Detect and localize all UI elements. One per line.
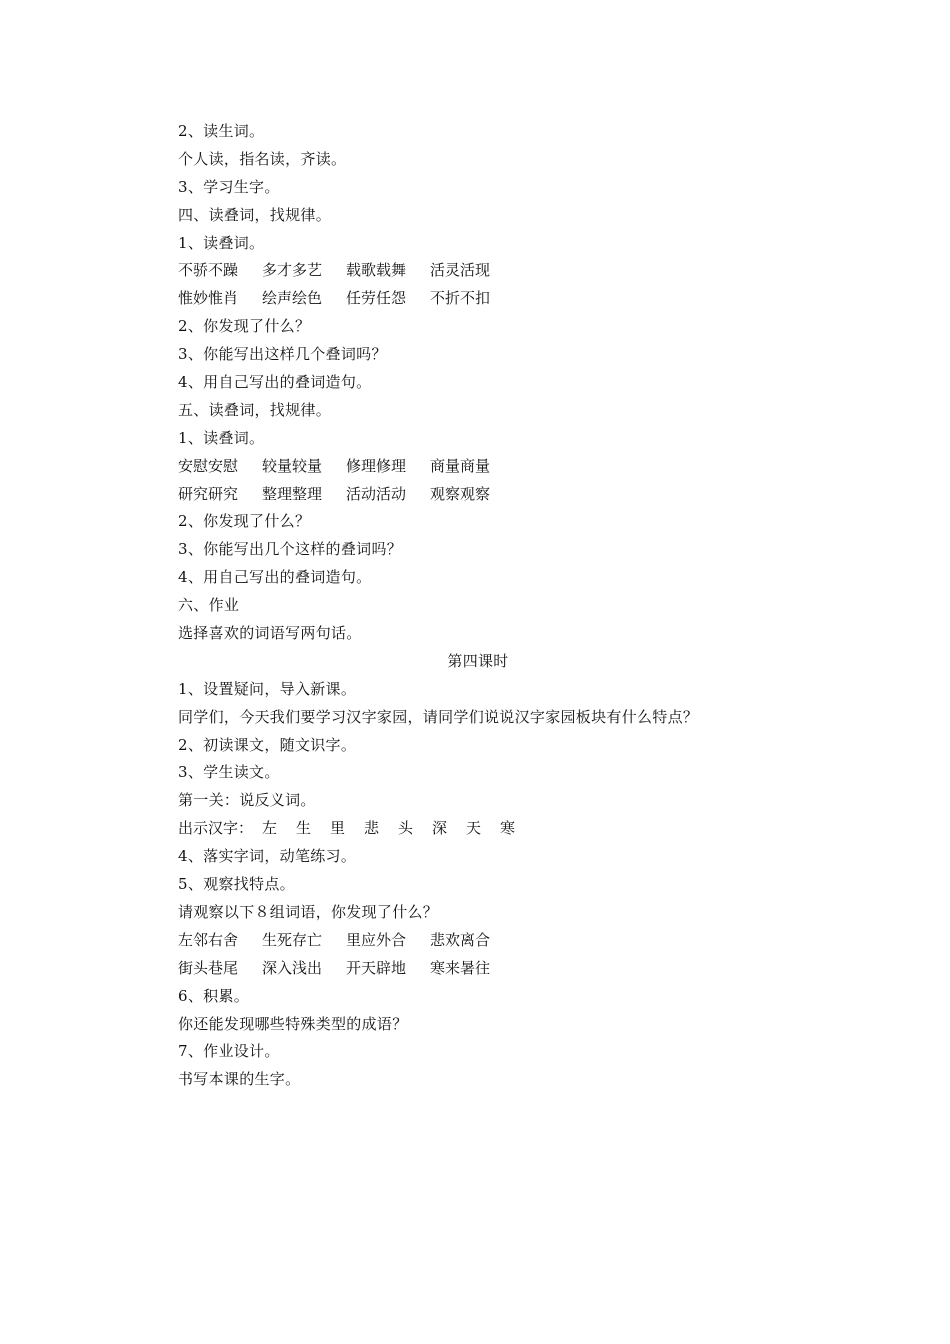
word: 任劳任怨 [346,289,407,308]
section-heading: 五、读叠词，找规律。 [178,400,332,419]
antonym-char: 寒 [500,819,516,838]
word: 惟妙惟肖 [178,289,239,308]
word: 悲欢离合 [430,930,491,949]
text-line: 3、你能写出这样几个叠词吗？ [178,345,387,364]
word: 修理修理 [346,456,407,475]
lesson-plan-text [178,118,778,1094]
word: 绘声绘色 [262,289,323,308]
word: 商量商量 [430,456,491,475]
text-line: 同学们，今天我们要学习汉字家园，请同学们说说汉字家园板块有什么特点？ [178,707,699,726]
word: 生死存亡 [262,930,323,949]
word: 活灵活现 [430,261,491,280]
lesson-title: 第四课时 [447,651,509,670]
text-line: 书写本课的生字。 [178,1070,301,1089]
section-heading: 四、读叠词，找规律。 [178,205,332,224]
word-row [178,955,778,983]
word: 整理整理 [262,484,323,503]
text-line: 4、用自己写出的叠词造句。 [178,568,372,587]
word-row [178,453,778,481]
word-row [178,285,778,313]
word: 街头巷尾 [178,958,239,977]
antonym-char: 生 [296,819,312,838]
text-line: 4、用自己写出的叠词造句。 [178,373,372,392]
text-line: 2、你发现了什么？ [178,317,311,336]
text-line: 2、你发现了什么？ [178,512,311,531]
word: 开天辟地 [346,958,407,977]
text-line: 选择喜欢的词语写两句话。 [178,624,362,643]
text-line: 个人读，指名读，齐读。 [178,149,347,168]
word: 里应外合 [346,930,407,949]
word: 安慰安慰 [178,456,239,475]
text-line: 1、设置疑问，导入新课。 [178,679,357,698]
text-line: 7、作业设计。 [178,1042,280,1061]
word-row [178,927,778,955]
text-line: 1、读叠词。 [178,428,265,447]
text-line: 2、读生词。 [178,122,265,140]
word: 深入浅出 [262,958,323,977]
word: 不折不扣 [430,289,491,308]
section-heading: 六、作业 [178,596,240,615]
text-line: 3、学习生字。 [178,177,280,196]
text-line: 3、你能写出几个这样的叠词吗？ [178,540,403,559]
text-line: 1、读叠词。 [178,233,265,252]
text-line: 4、落实字词，动笔练习。 [178,847,357,866]
text-line: 2、初读课文，随文识字。 [178,735,357,754]
word: 观察观察 [430,484,491,503]
word-row [178,481,778,509]
word-row [178,257,778,285]
word: 活动活动 [346,484,407,503]
antonym-char: 悲 [364,819,380,838]
word: 研究研究 [178,484,239,503]
word: 左邻右舍 [178,930,239,949]
word: 不骄不躁 [178,261,239,280]
antonym-prefix: 出示汉字： [178,819,254,838]
text-line: 你还能发现哪些特殊类型的成语？ [178,1014,408,1033]
text-line: 3、学生读文。 [178,763,280,782]
text-line: 请观察以下８组词语，你发现了什么？ [178,902,439,921]
antonym-char-row [178,815,778,843]
antonym-char: 里 [330,819,346,838]
word: 较量较量 [262,456,323,475]
word: 载歌载舞 [346,261,407,280]
text-line: 6、积累。 [178,986,250,1005]
antonym-char: 深 [432,819,448,838]
antonym-char: 天 [466,819,482,838]
antonym-char: 头 [398,819,414,838]
text-line: 5、观察找特点。 [178,875,295,894]
word: 寒来暑往 [430,958,491,977]
text-line: 第一关：说反义词。 [178,791,316,810]
word: 多才多艺 [262,261,323,280]
antonym-char: 左 [262,819,278,838]
